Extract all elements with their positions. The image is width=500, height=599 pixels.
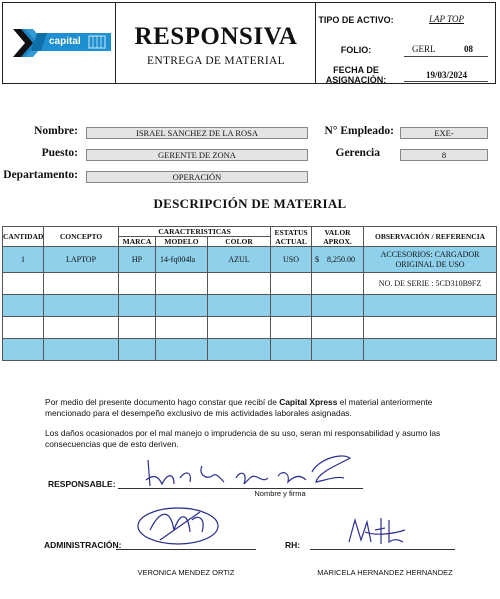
- table-row: [3, 339, 497, 361]
- header-caracteristicas: CARACTERISTICAS: [119, 227, 271, 237]
- declaration-paragraph-2: Los daños ocasionados por el mal manejo o imprudencia de su uso, seran mi responsabilidad y asumo las consecuencias que de esto deriven.: [45, 428, 441, 449]
- cell-valor: [312, 247, 364, 273]
- cell-color: AZUL: [208, 247, 271, 273]
- administracion-label: ADMINISTRACIÓN:: [44, 540, 122, 550]
- gerencia-label: Gerencia: [335, 147, 380, 159]
- valor-amount: 8,250.00: [327, 255, 356, 264]
- p1-text-a: Por medio del presente documento hago constar que recibí de: [45, 397, 280, 407]
- header-valor-line1: VALOR: [324, 227, 351, 237]
- header-valor: [312, 227, 364, 247]
- valor-symbol: $: [315, 255, 320, 264]
- admin-signature-icon: [130, 500, 230, 555]
- header-cantidad: CANTIDAD: [3, 227, 44, 247]
- rh-signature-icon: [345, 512, 415, 550]
- puesto-field: GERENTE DE ZONA: [86, 149, 308, 161]
- rh-name: MARICELA HERNANDEZ HERNANDEZ: [317, 568, 453, 577]
- nombre-field: ISRAEL SANCHEZ DE LA ROSA: [86, 127, 308, 139]
- cell-serie: NO. DE SERIE : 5CD310B9FZ: [364, 273, 497, 295]
- fecha-value: 19/03/2024: [425, 70, 467, 80]
- p1-company: Capital Xpress: [279, 397, 338, 407]
- fecha-underline: [404, 81, 488, 82]
- header-modelo: MODELO: [156, 237, 208, 247]
- p1-text-b: el material anteriormente mencionado para el desempeño exclusivo de mis actividades laborales asignadas.: [45, 397, 433, 418]
- table-row: [3, 247, 497, 273]
- document-subtitle: ENTREGA DE MATERIAL: [147, 55, 285, 67]
- document-title: RESPONSIVA: [134, 23, 298, 50]
- tipo-activo-value: LAP TOP: [429, 14, 464, 24]
- empleado-field: EXE-: [400, 127, 488, 139]
- tipo-activo-label: TIPO DE ACTIVO:: [318, 15, 394, 25]
- folio-underline: [404, 56, 488, 57]
- nombre-firma-caption: Nombre y firma: [254, 489, 306, 498]
- folio-number: 08: [464, 44, 473, 54]
- puesto-label: Puesto:: [41, 147, 78, 159]
- empleado-label: N° Empleado:: [324, 125, 394, 137]
- cell-observacion: [364, 247, 497, 273]
- header-info: [316, 3, 495, 83]
- departamento-field: OPERACIÓN: [86, 171, 308, 183]
- company-logo: [3, 3, 116, 83]
- obs-line1: ACCESORIOS: CARGADOR: [380, 249, 480, 259]
- responsable-label: RESPONSABLE:: [48, 479, 116, 489]
- nombre-label: Nombre:: [34, 125, 78, 137]
- cell-cantidad: 1: [3, 247, 44, 273]
- admin-name: VERONICA MENDEZ ORTIZ: [137, 568, 235, 577]
- header-valor-line2: APROX.: [323, 236, 352, 246]
- cell-marca: HP: [119, 247, 156, 273]
- cell-modelo: 14-fq004la: [156, 247, 208, 273]
- rh-label: RH:: [285, 540, 301, 550]
- table-row: [3, 295, 497, 317]
- fecha-label-line2: ASIGNACIÓN:: [325, 75, 387, 85]
- table-row: [3, 317, 497, 339]
- cell-estatus: USO: [271, 247, 312, 273]
- table-header-row-1: [3, 227, 497, 237]
- header-estatus-line2: ACTUAL: [275, 236, 307, 246]
- logo-text: capital: [49, 36, 81, 47]
- header-estatus-line1: ESTATUS: [274, 227, 308, 237]
- material-table: [2, 226, 497, 361]
- document-header: [2, 2, 496, 84]
- document-title-block: [116, 3, 316, 83]
- fecha-label: [316, 65, 396, 85]
- header-color: COLOR: [208, 237, 271, 247]
- declaration-paragraph-1: [45, 397, 465, 419]
- header-concepto: CONCEPTO: [44, 227, 119, 247]
- cell-concepto: LAPTOP: [44, 247, 119, 273]
- table-row: [3, 273, 497, 295]
- header-estatus: [271, 227, 312, 247]
- obs-line2: ORIGINAL DE USO: [395, 259, 465, 269]
- gerencia-field: 8: [400, 149, 488, 161]
- section-title: DESCRIPCIÓN DE MATERIAL: [153, 196, 347, 211]
- header-marca: MARCA: [119, 237, 156, 247]
- folio-prefix: GERL: [412, 44, 436, 54]
- departamento-label: Departamento:: [3, 169, 78, 181]
- header-observacion: OBSERVACIÓN / REFERENCIA: [364, 227, 497, 247]
- fecha-label-line1: FECHA DE: [333, 65, 379, 75]
- folio-label: FOLIO:: [340, 45, 372, 55]
